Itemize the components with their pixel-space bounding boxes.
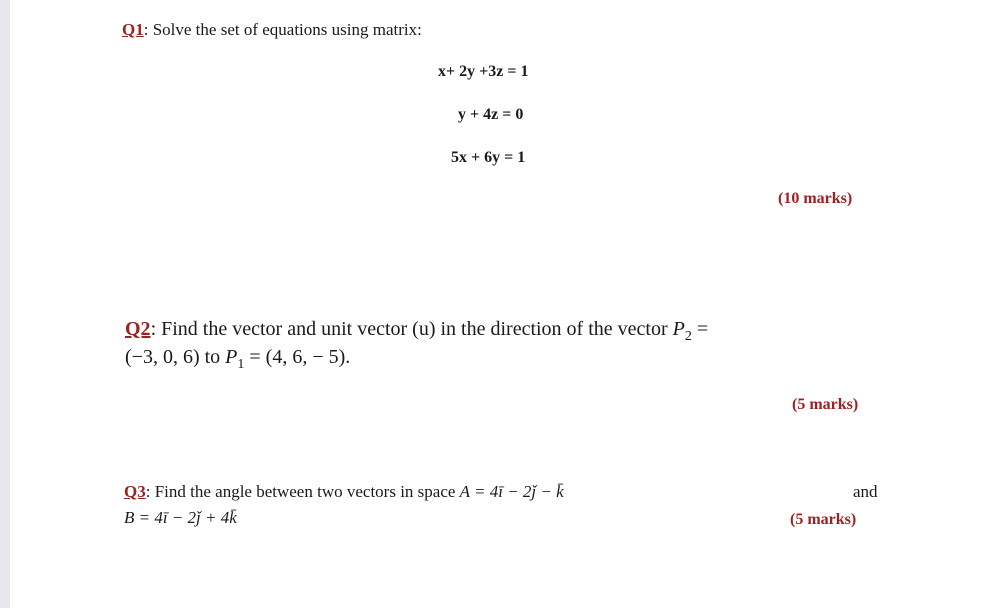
q3-line-1 — [124, 482, 564, 502]
q1-label: Q1 — [122, 20, 144, 39]
q2-p2-coordinates: (−3, 0, 6) to — [125, 346, 226, 368]
left-margin-strip — [0, 0, 10, 608]
q2-p1-symbol: P — [225, 346, 238, 368]
q3-text: : Find the angle between two vectors in space — [145, 482, 460, 501]
q2-p2-subscript: 2 — [684, 328, 692, 344]
q3-vector-a: A = 4ī − 2ǰ − k̄ — [459, 482, 564, 501]
q2-text: : Find the vector and unit vector (u) in the direction of the vector — [150, 318, 673, 340]
q1-equation-2: y + 4z = 0 — [458, 106, 524, 123]
q2-p1-coordinates: = (4, 6, − 5). — [244, 346, 351, 368]
q2-p2-symbol: P — [672, 318, 685, 340]
q3-label: Q3 — [124, 482, 146, 501]
q2-line-2 — [125, 346, 350, 373]
q2-line1-end: = — [691, 318, 709, 340]
q2-line-1 — [125, 318, 708, 345]
q2-label: Q2 — [125, 318, 151, 340]
q1-text: : Solve the set of equations using matrix: — [143, 20, 422, 39]
q3-marks: (5 marks) — [790, 511, 857, 528]
q1-heading — [122, 20, 422, 40]
q1-equation-1: x+ 2y +3z = 1 — [438, 63, 529, 80]
q1-marks: (10 marks) — [778, 190, 853, 207]
q3-and: and — [853, 482, 878, 501]
q2-p1-subscript: 1 — [237, 356, 245, 372]
q2-marks: (5 marks) — [792, 396, 859, 413]
q3-vector-b: B = 4ī − 2ǰ + 4k̄ — [124, 508, 237, 527]
q1-equation-3: 5x + 6y = 1 — [451, 149, 526, 166]
